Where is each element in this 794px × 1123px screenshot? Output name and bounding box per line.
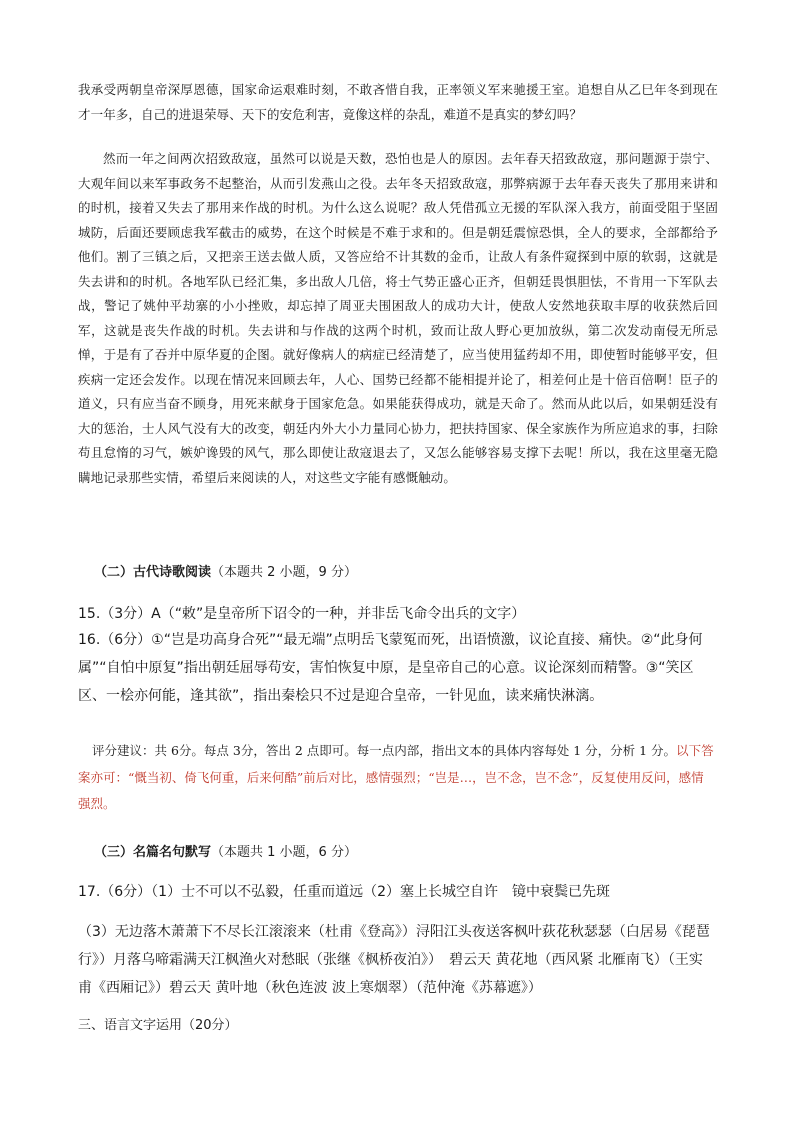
grading-alt-answer: 以下答案亦可：“慨当初、倚飞何重，后来何酷”前后对比，感情强烈；“岂是…，岂不念，岂不念”，反复使用反问，感情强烈。 xyxy=(78,743,714,811)
section-3-heading xyxy=(94,843,357,863)
section-2-heading xyxy=(94,563,357,583)
answer-q17-line-1: 17.（6分）（1）士不可以不弘毅，任重而道远（2）塞上长城空自许 镜中衰鬓已先斑 xyxy=(78,884,610,900)
answer-q17-line-2: （3）无边落木萧萧下不尽长江滚滚来（杜甫《登高》）浔阳江头夜送客枫叶荻花秋瑟瑟（白居易《琵琶行》）月落乌啼霜满天江枫渔火对愁眠（张继《枫桥夜泊》） 碧云天 黄花地（西风紧 北雁南飞）（王实甫《西厢记》）碧云天 黄叶地（秋色连波 波上寒烟翠）（范仲淹《苏幕遮》） xyxy=(78,924,710,996)
translation-paragraph-2: 然而一年之间两次招致敌寇，虽然可以说是天数，恐怕也是人的原因。去年春天招致敌寇，那问题源于崇宁、大观年间以来军事政务不起整治，从而引发燕山之役。去年冬天招致敌寇，那弊病源于去年春天丧失了那用来讲和的时机，接着又失去了那用来作战的时机。为什么这么说呢？敌人凭借孤立无援的军队深入我方，前面受阻于坚固城防，后面还要顾虑我军截击的威势，在这个时候是不难于求和的。但是朝廷震惊恐惧，全人的要求，全部都给予他们。割了三镇之后，又把亲王送去做人质，又答应给不计其数的金币，让敌人有条件窥探到中原的软弱，这就是失去讲和的时机。各地军队已经汇集，多出敌人几倍，将士气势正盛心正齐，但朝廷畏惧胆怯，不肯用一下军队去战，警记了姚仲平劫寨的小小挫败，却忘掉了周亚夫围困敌人的成功大计，使敌人安然地获取丰厚的收获然后回军，这就是丧失作战的时机。失去讲和与作战的这两个时机，致而让敌人野心更加放纵，第二次发动南侵无所忌惮，于是有了吞并中原华夏的企图。就好像病人的病症已经清楚了，应当使用猛药却不用，即使暂时能够平安，但疾病一定还会发作。以现在情况来回顾去年，人心、国势已经都不能相提并论了，相差何止是十倍百倍啊！臣子的道义，只有应当奋不顾身，用死来献身于国家危急。如果能获得成功，就是天命了。然而从此以后，如果朝廷没有大的惩治，士人风气没有大的改变，朝廷内外大小力量同心协力，把扶持国家、保全家族作为所应追求的事，扫除苟且怠惰的习气，嫉妒谗毁的风气，那么即使让敌寇退去了，又怎么能够容易支撑下去呢！所以，我在这里毫无隐瞒地记录那些实情，希望后来阅读的人，对这些文字能有感慨触动。 xyxy=(78,151,718,485)
section-3-title: （三）名篇名句默写 xyxy=(94,845,212,860)
part-three-heading: 三、语言文字运用（20分） xyxy=(78,1018,238,1033)
answer-q16: 16.（6分）①“岂是功高身合死”“最无端”点明岳飞蒙冤而死，出语愤激，议论直接、痛快。②“此身何属”“自怕中原复”指出朝廷屈辱苟安，害怕恢复中原，是皇帝自己的心意。议论深刻而精警。③“笑区区、一桧亦何能，逢其欲”，指出秦桧只不过是迎合皇帝，一针见血，读来痛快淋漓。 xyxy=(78,632,703,704)
translation-paragraph-1: 我承受两朝皇帝深厚恩德，国家命运艰难时刻，不敢吝惜自我，正率领义军来驰援王室。追想自从乙巳年冬到现在才一年多，自己的进退荣辱、天下的安危利害，竟像这样的杂乱，难道不是真实的梦幻吗？ xyxy=(78,82,718,122)
answer-q15: 15.（3分）A（“敕”是皇帝所下诏令的一种，并非岳飞命令出兵的文字） xyxy=(78,606,526,622)
grading-normal: 评分建议：共 6分。每点 3分，答出 2 点即可。每一点内部，指出文本的具体内容每处 1 分，分析 1 分。 xyxy=(92,743,677,758)
section-2-title: （二）古代诗歌阅读 xyxy=(94,565,212,580)
grading-note xyxy=(78,738,716,818)
section-3-note: （本题共 1 小题，6 分） xyxy=(211,845,357,860)
section-2-note: （本题共 2 小题，9 分） xyxy=(211,565,357,580)
